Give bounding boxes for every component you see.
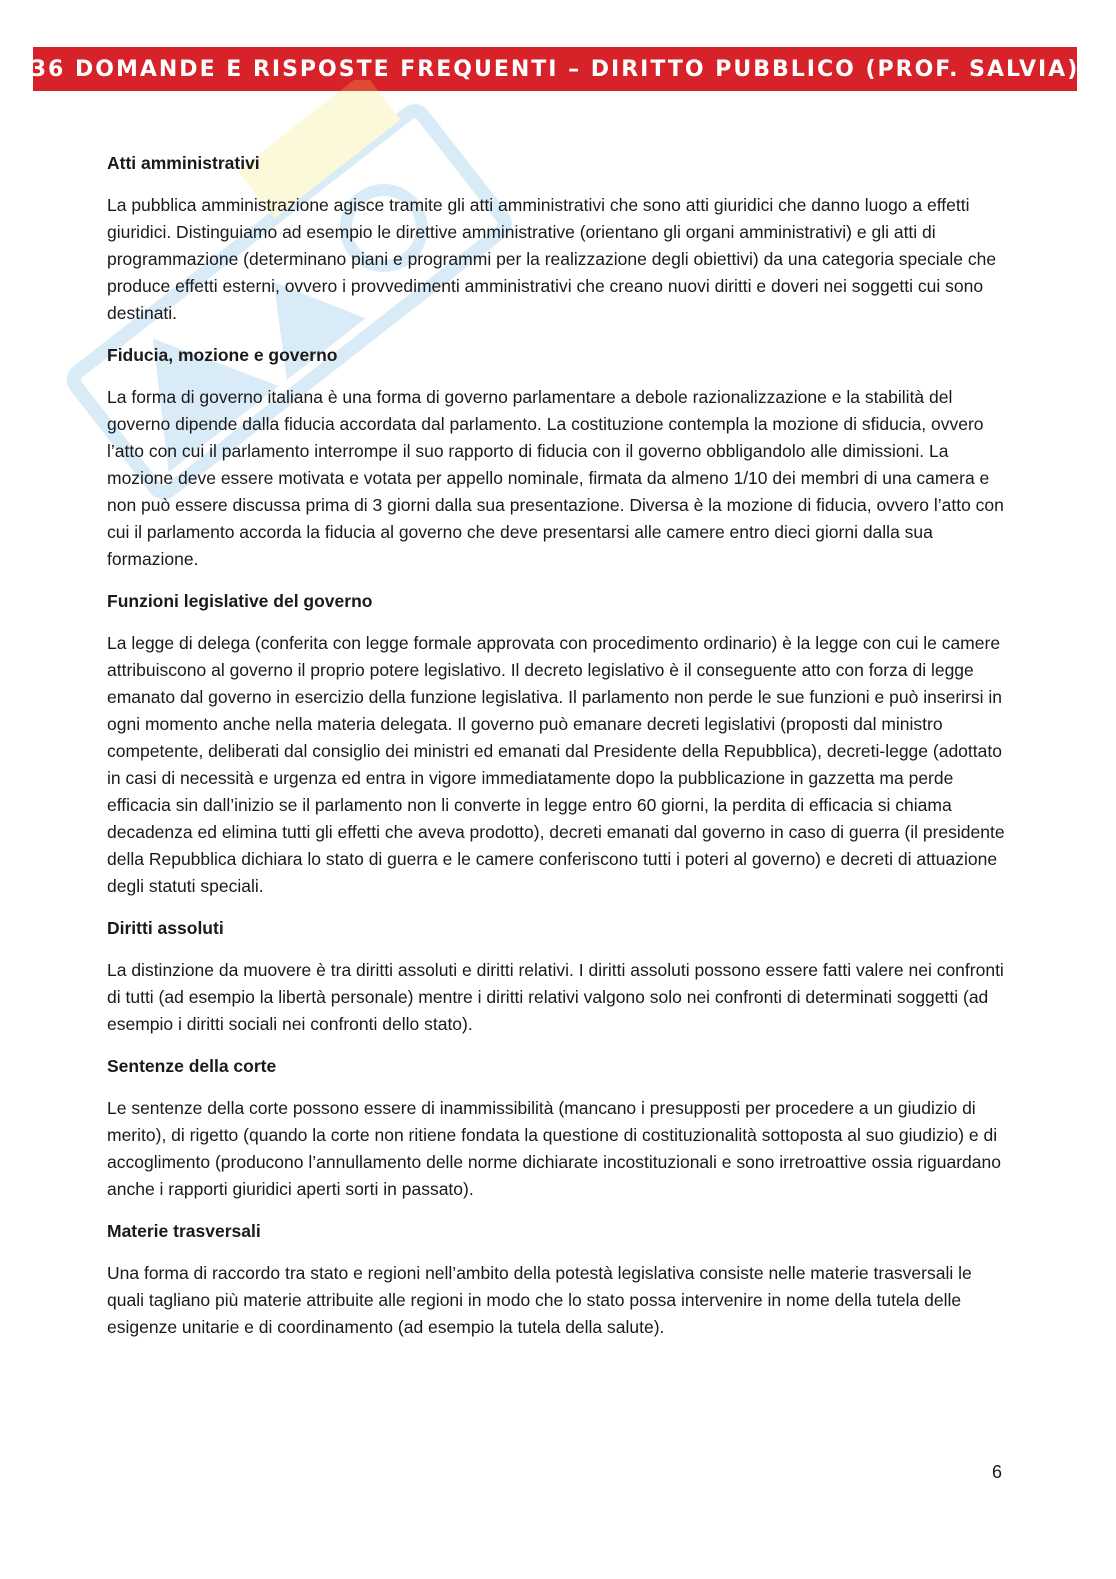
section-atti-amministrativi: [107, 150, 1007, 327]
section-heading: Sentenze della corte: [107, 1056, 277, 1076]
section-paragraph: Una forma di raccordo tra stato e regioni nell’ambito della potestà legislativa consiste nelle materie trasversali le quali tagliano più materie attribuite alle regioni in modo che lo stato possa intervenire in nome della tutela delle esigenze unitarie e di coordinamento (ad esempio la tutela della salute).: [107, 1263, 972, 1337]
section-funzioni-legislative: [107, 588, 1007, 900]
section-heading: Funzioni legislative del governo: [107, 591, 373, 611]
section-heading: Atti amministrativi: [107, 153, 260, 173]
section-heading: Fiducia, mozione e governo: [107, 345, 338, 365]
section-sentenze-corte: [107, 1053, 1007, 1203]
section-fiducia-mozione-governo: [107, 342, 1007, 573]
section-paragraph: La distinzione da muovere è tra diritti assoluti e diritti relativi. I diritti assoluti possono essere fatti valere nei confronti di tutti (ad esempio la libertà personale) mentre i diritti relativi valgono solo nei confronti di determinati soggetti (ad esempio i diritti sociali nei confronti dello stato).: [107, 960, 1004, 1034]
section-paragraph: Le sentenze della corte possono essere di inammissibilità (mancano i presupposti per procedere a un giudizio di merito), di rigetto (quando la corte non ritiene fondata la questione di costituzionalità sottoposta al suo giudizio) e di accoglimento (producono l’annullamento delle norme dichiarate incostituzionali e sono irretroattive ossia riguardano anche i rapporti giuridici aperti sorti in passato).: [107, 1098, 1001, 1199]
document-content: [107, 150, 1007, 1356]
section-paragraph: La legge di delega (conferita con legge formale approvata con procedimento ordinario) è la legge con cui le camere attribuiscono al governo il proprio potere legislativo. Il decreto legislativo è il conseguente atto con forza di legge emanato dal governo in esercizio della funzione legislativa. Il parlamento non perde le sue funzioni e può inserirsi in ogni momento anche nella materia delegata. Il governo può emanare decreti legislativi (proposti dal ministro competente, deliberati dal consiglio dei ministri ed emanati dal Presidente della Repubblica), decreti-legge (adottato in casi di necessità e urgenza ed entra in vigore immediatamente dopo la pubblicazione in gazzetta ma perde efficacia sin dall’inizio se il parlamento non li converte in legge entro 60 giorni, la perdita di efficacia si chiama decadenza ed elimina tutti gli effetti che aveva prodotto), decreti emanati dal governo in caso di guerra (il presidente della Repubblica dichiara lo stato di guerra e le camere conferiscono tutti i poteri al governo) e decreti di attuazione degli statuti speciali.: [107, 633, 1005, 896]
document-title: 36 DOMANDE E RISPOSTE FREQUENTI – DIRITTO PUBBLICO (PROF. SALVIA): [30, 56, 1080, 82]
section-diritti-assoluti: [107, 915, 1007, 1038]
section-heading: Diritti assoluti: [107, 918, 224, 938]
document-header: [30, 47, 1080, 91]
section-paragraph: La pubblica amministrazione agisce tramite gli atti amministrativi che sono atti giuridici che danno luogo a effetti giuridici. Distinguiamo ad esempio le direttive amministrative (orientano gli organi amministrativi) e gli atti di programmazione (determinano piani e programmi per la realizzazione degli obiettivi) da una categoria speciale che produce effetti esterni, ovvero i provvedimenti amministrativi che creano nuovi diritti e doveri nei soggetti cui sono destinati.: [107, 195, 997, 323]
page-number: 6: [992, 1462, 1003, 1482]
section-heading: Materie trasversali: [107, 1221, 261, 1241]
section-paragraph: La forma di governo italiana è una forma di governo parlamentare a debole razionalizzazione e la stabilità del governo dipende dalla fiducia accordata dal parlamento. La costituzione contempla la mozione di sfiducia, ovvero l’atto con cui il parlamento interrompe il suo rapporto di fiducia con il governo obbligandolo alle dimissioni. La mozione deve essere motivata e votata per appello nominale, firmata da almeno 1/10 dei membri di una camera e non può essere discussa prima di 3 giorni dalla sua presentazione. Diversa è la mozione di fiducia, ovvero l’atto con cui il parlamento accorda la fiducia al governo che deve presentarsi alle camere entro dieci giorni dalla sua formazione.: [107, 387, 1004, 569]
section-materie-trasversali: [107, 1218, 1007, 1341]
